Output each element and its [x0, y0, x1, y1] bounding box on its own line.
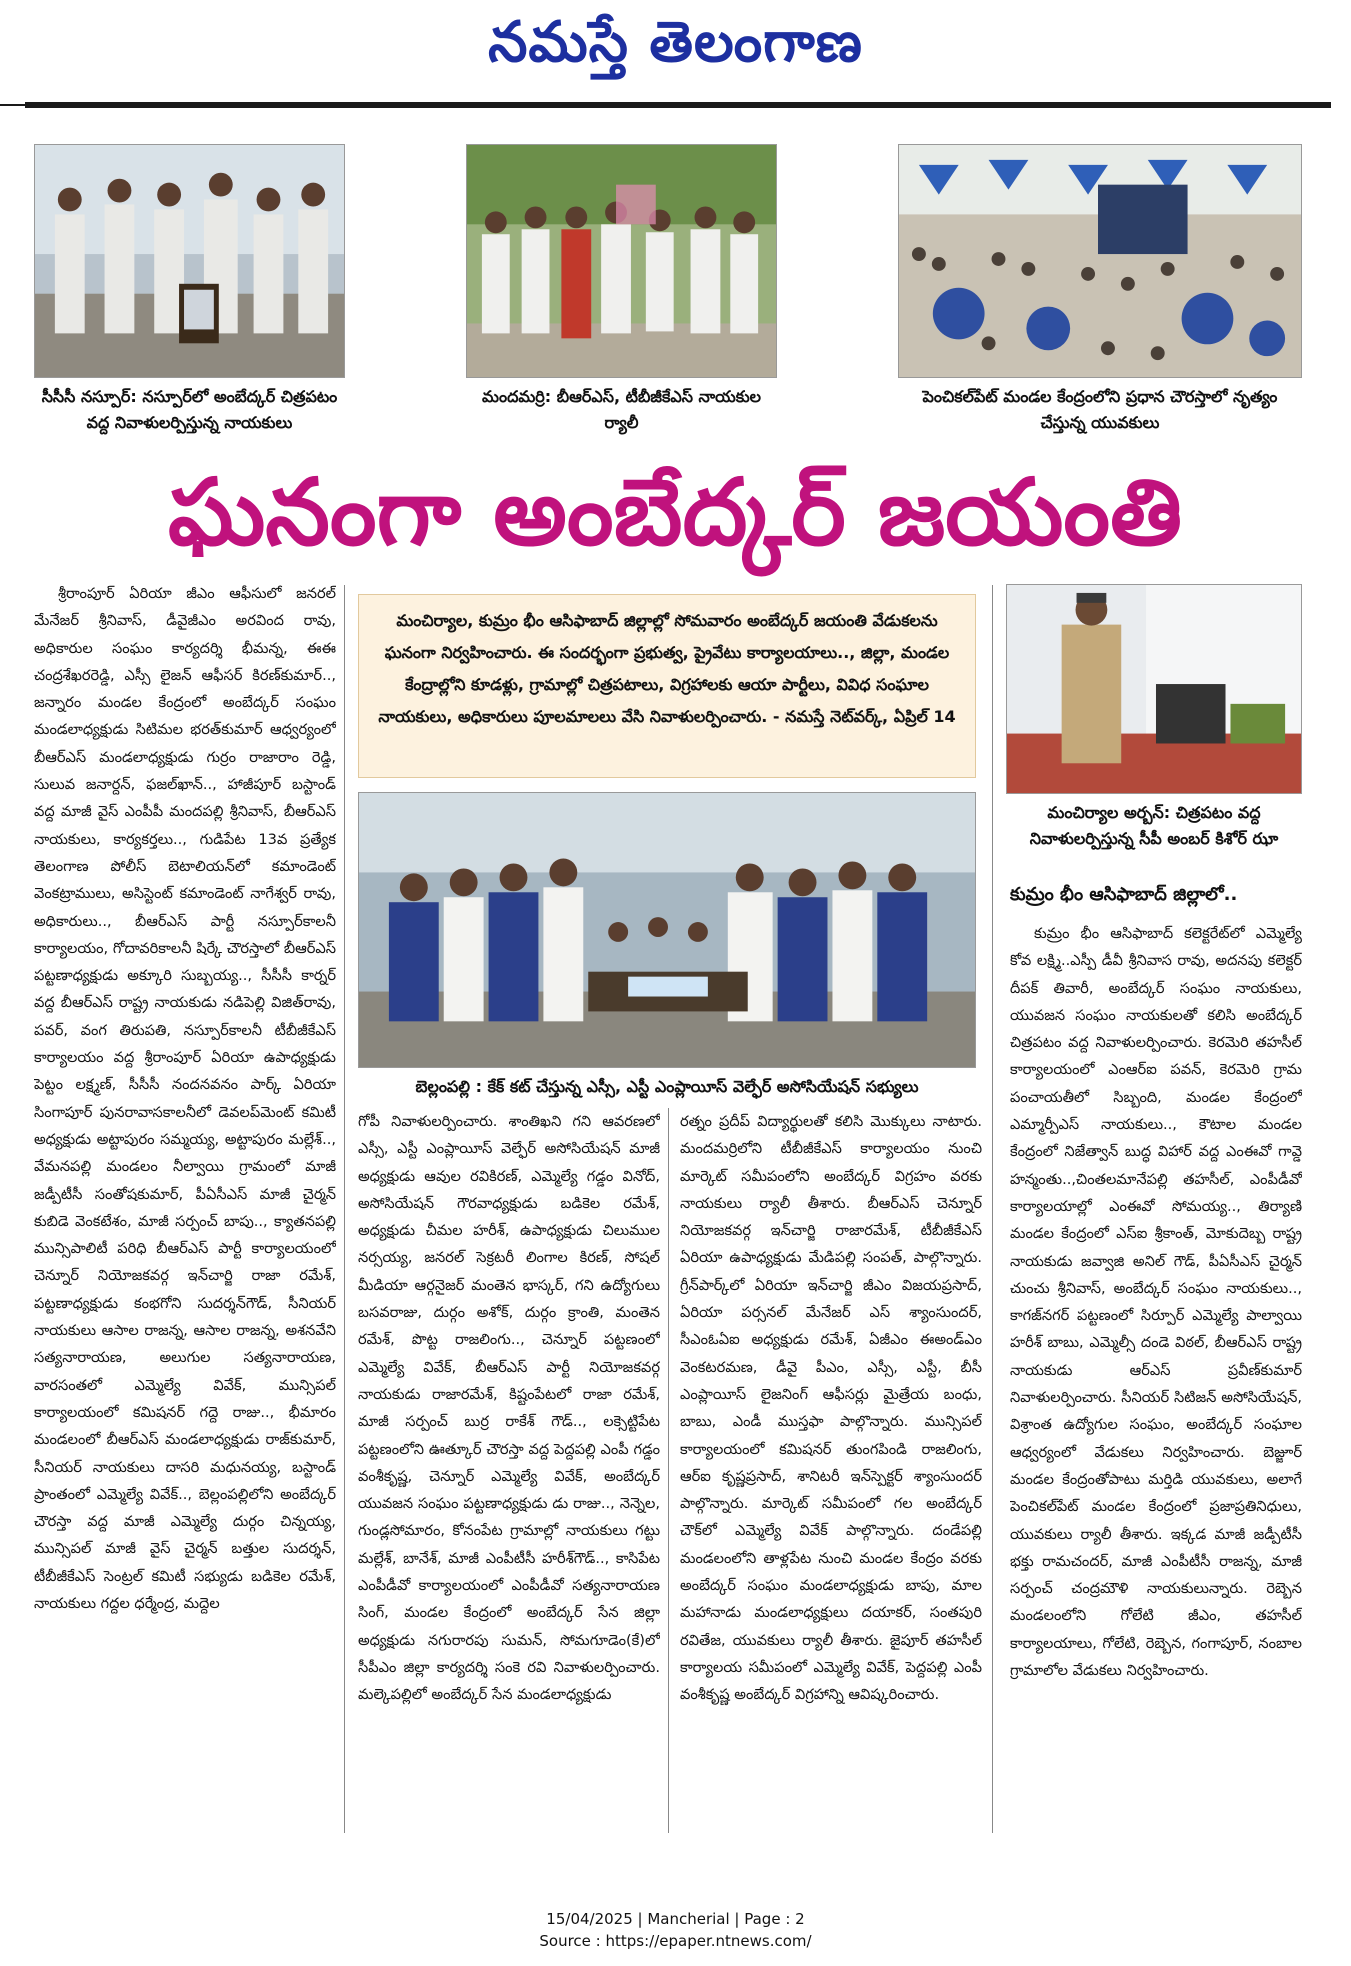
column-divider: [992, 585, 993, 1833]
photo-bellampalli-cake-cut: [358, 792, 976, 1068]
photo-cp-tribute: [1006, 584, 1302, 794]
column-divider: [668, 1108, 669, 1833]
article-column-1: [34, 580, 336, 1838]
article-text: రత్నం ప్రదీప్‌ విద్యార్థులతో కలిసి మొక్కులు నాటారు. మందమర్రిలోని టీబీజీకేఎస్‌ కార్యాలయం నుంచి మార్కెట్‌ సమీపంలోని అంబేద్కర్‌ విగ్రహం వరకు నాయకులు ర్యాలీ తీశారు. బీఆర్‌ఎస్‌ చెన్నూర్‌ నియోజకవర్గ ఇన్‌చార్జి రాజారమేశ్‌, టీబీజీకేఎస్‌ ఏరియా ఉపాధ్యక్షుడు మేడిపల్లి సంపత్‌, పాల్గొన్నారు. గ్రీన్‌పార్క్‌లో ఏరియా ఇన్‌చార్జి జీఎం విజయప్రసాద్‌, ఏరియా పర్సనల్‌ మేనేజర్‌ ఎస్‌ శ్యాంసుందర్‌, సీఎంఓఏఐ అధ్యక్షుడు రమేశ్‌, ఏజీఎం ఈఅండ్‌ఎం వెంకటరమణ, డీవై పీఎం, ఎస్సీ, ఎస్టీ, బీసీ ఎంప్లాయీస్‌ లైజనింగ్‌ ఆఫీసర్లు మైత్రేయ బంధు, బాబు, ఎండీ ముస్తఫా పాల్గొన్నారు. మున్సిపల్‌ కార్యాలయంలో కమిషనర్‌ తుంగపిండి రాజలింగు, ఆర్‌ఐ కృష్ణప్రసాద్‌, శానిటరీ ఇన్‌స్పెక్టర్‌ శ్యాంసుందర్‌ పాల్గొన్నారు. మార్కెట్‌ సమీపంలో గల అంబేద్కర్‌ చౌక్‌లో ఎమ్మెల్యే వివేక్‌ పాల్గొన్నారు. దండేపల్లి మండలంలోని తాళ్లపేట నుంచి మండల కేంద్రం వరకు అంబేద్కర్‌ సంఘం మండలాధ్యక్షుడు బాపు, మాల మహానాడు మండలాధ్యక్షులు దయాకర్‌, సంతపురి రవితేజ, యువకులు ర్యాలీ తీశారు. జైపూర్‌ తహసీల్‌ కార్యాలయ సమీపంలో ఎమ్మెల్యే వివేక్‌, పెద్దపల్లి ఎంపీ వంశీకృష్ణ అంబేద్కర్‌ విగ్రహాన్ని ఆవిష్కరించారు.: [680, 1113, 982, 1704]
section-subhead: కుమ్రం భీం ఆసిఫాబాద్‌ జిల్లాలో..: [1010, 884, 1238, 905]
photo-nasspur-tribute: [34, 144, 345, 378]
article-text: గోపీ నివాళులర్పించారు. శాంతిఖని గని ఆవరణలో ఎస్సీ, ఎస్టీ ఎంప్లాయీస్‌ వెల్ఫేర్‌ అసోసియేషన్‌ మాజీ అధ్యక్షుడు ఆవుల రవికిరణ్‌, ఎమ్మెల్యే గడ్డం వినోద్‌, అసోసియేషన్‌ గౌరవాధ్యక్షుడు బడికెల రమేశ్‌, అధ్యక్షుడు చీమల హరీశ్‌, ఉపాధ్యక్షుడు చిలుముల నర్సయ్య, జనరల్‌ సెక్రటరీ లింగాల కిరణ్‌, సోషల్‌ మీడియా ఆర్గనైజర్‌ మంతెన భాస్కర్‌, గని ఉద్యోగులు బసవరాజు, దుర్గం అశోక్‌, దుర్గం క్రాంతి, మంతెన రమేశ్‌, పొట్ట రాజలింగు.., చెన్నూర్‌ పట్టణంలో ఎమ్మెల్యే వివేక్‌, బీఆర్‌ఎస్‌ పార్టీ నియోజకవర్గ నాయకుడు రాజారమేశ్‌, కిష్టంపేటలో రాజా రమేశ్‌, మాజీ సర్పంచ్‌ బుర్ర రాకేశ్‌ గౌడ్‌.., లక్సెట్టిపేట పట్టణంలోని ఊత్కూర్‌ చౌరస్తా వద్ద పెద్దపల్లి ఎంపీ గడ్డం వంశీకృష్ణ, చెన్నూర్‌ ఎమ్మెల్యే వివేక్‌, అంబేద్కర్‌ యువజన సంఘం పట్టణాధ్యక్షుడు డు రాజు.., నెన్నెల, గుండ్లసోమారం, కోనంపేట గ్రామాల్లో నాయకులు గట్టు మల్లేశ్‌, బానేశ్‌, మాజీ ఎంపీటీసీ హరీశ్‌గౌడ్‌.., కాసిపేట ఎంపీడీవో కార్యాలయంలో ఎంపీడీవో సత్యనారాయణ సింగ్‌, మండల కేంద్రంలో అంబేద్కర్‌ సేన జిల్లా అధ్యక్షుడు నగురారపు సుమన్‌, సోమగూడెం(కే)లో సీపీఎం జిల్లా కార్యదర్శి సంకె రవి నివాళులర్పించారు. మల్కెపల్లిలో అంబేద్కర్‌ సేన మండలాధ్యక్షుడు: [358, 1113, 660, 1704]
photo-caption: పెంచికల్‌పేట్‌ మండల కేంద్రంలోని ప్రధాన చౌరస్తాలో నృత్యం చేస్తున్న యువకులు: [922, 387, 1278, 432]
photo-mandamarri-rally: [466, 144, 777, 378]
photo-caption: మందమర్రి: బీఆర్‌ఎస్‌, టీబీజీకేఎస్‌ నాయకుల ర్యాలీ: [482, 387, 761, 432]
article-column-3: [680, 1108, 982, 1838]
intro-box: మంచిర్యాల, కుమ్రం భీం ఆసిఫాబాద్‌ జిల్లాల్లో సోమవారం అంబేద్కర్‌ జయంతి వేడుకలను ఘనంగా నిర్వహించారు. ఈ సందర్భంగా ప్రభుత్వ, ప్రైవేటు కార్యాలయాలు.., జిల్లా, మండల కేంద్రాల్లోని కూడళ్లు, గ్రామాల్లో చిత్రపటాలు, విగ్రహాలకు ఆయా పార్టీలు, వివిధ సంఘాల నాయకులు, అధికారులు పూలమాలలు వేసి నివాళులర్పించారు. - నమస్తే నెట్‌వర్క్‌, ఏప్రిల్‌ 14: [358, 594, 976, 778]
article-text: శ్రీరాంపూర్‌ ఏరియా జీఎం ఆఫీసులో జనరల్‌ మేనేజర్‌ శ్రీనివాస్‌, డీవైజీఎం అరవింద రావు, అధికారుల సంఘం కార్యదర్శి భీమన్న, ఈఈ చంద్రశేఖరరెడ్డి, ఎస్సీ లైజన్‌ ఆఫీసర్‌ కిరణ్‌కుమార్‌.., జన్నారం మండల కేంద్రంలో అంబేద్కర్‌ సంఘం మండలాధ్యక్షుడు సిటిమల భరత్‌కుమార్‌ ఆధ్వర్యంలో బీఆర్‌ఎస్‌ మండలాధ్యక్షుడు గుర్రం రాజారాం రెడ్డి, సులువ జనార్దన్‌, ఫజల్‌ఖాన్‌.., హాజీపూర్‌ బస్టాండ్‌ వద్ద మాజీ వైస్‌ ఎంపీపీ మందపల్లి శ్రీనివాస్‌, బీఆర్‌ఎస్‌ నాయకులు, కార్యకర్తలు.., గుడిపేట 13వ ప్రత్యేక తెలంగాణ పోలీస్‌ బెటాలియన్‌లో కమాండెంట్‌ వెంకట్రాములు, అసిస్టెంట్‌ కమాండెంట్‌ నాగేశ్వర్‌ రావు, అధికారులు.., బీఆర్‌ఎస్‌ పార్టీ నస్పూర్‌కాలనీ కార్యాలయం, గోదావరికాలనీ షిర్కే చౌరస్తాలో బీఆర్‌ఎస్‌ పట్టణాధ్యక్షుడు అక్కూరి సుబ్బయ్య.., సీసీసీ కార్నర్‌ వద్ద బీఆర్‌ఎస్‌ రాష్ట్ర నాయకుడు నడిపెల్లి విజిత్‌రావు, పవర్‌, వంగ తిరుపతి, నస్పూర్‌కాలనీ టీబీజీకేఎస్‌ కార్యాలయం వద్ద శ్రీరాంపూర్‌ ఏరియా ఉపాధ్యక్షుడు పెట్టం లక్ష్మణ్‌, సీసీసీ నందనవనం పార్క్‌ ఏరియా సింగాపూర్‌ పునరావాసకాలనీలో డెవలప్‌మెంట్‌ కమిటీ అధ్యక్షుడు అట్టాపురం సమ్మయ్య, అట్టాపురం మల్లేశ్‌.., వేమనపల్లి మండలం నీల్వాయి గ్రామంలో మాజీ జడ్పీటీసీ సంతోషకుమార్‌, పీఏసీఎస్‌ మాజీ చైర్మన్‌ కుబిడె వెంకటేశం, మాజీ సర్పంచ్‌ బాపు.., క్యాతనపల్లి మున్సిపాలిటీ పరిధి బీఆర్‌ఎస్‌ పార్టీ కార్యాలయంలో చెన్నూర్‌ నియోజకవర్గ ఇన్‌చార్జి రాజా రమేశ్‌, పట్టణాధ్యక్షుడు కంభగోని సుదర్శన్‌గౌడ్‌, సీనియర్‌ నాయకులు ఆసాల రాజన్న, ఆసాల రాజన్న, అశనవేని సత్యనారాయణ, అలుగుల సత్యనారాయణ, వారసంతలో ఎమ్మెల్యే వివేక్‌, మున్సిపల్‌ కార్యాలయంలో కమిషనర్‌ గద్దె రాజు.., భీమారం మండలంలో బీఆర్‌ఎస్‌ మండలాధ్యక్షుడు రాజ్‌కుమార్‌, సీనియర్‌ నాయకులు దాసరి మధునయ్య, బస్టాండ్‌ ప్రాంతంలో ఎమ్మెల్యే వివేక్‌.., బెల్లంపల్లిలోని అంబేద్కర్‌ చౌరస్తా వద్ద మాజీ ఎమ్మెల్యే దుర్గం చిన్నయ్య, మున్సిపల్‌ మాజీ వైస్‌ చైర్మన్‌ బత్తుల సుదర్శన్‌, టీబీజీకేఎస్‌ సెంట్రల్‌ కమిటీ సభ్యుడు బడికెల రమేశ్‌, నాయకులు గద్దల ధర్మేంద్ర, మద్దెల: [34, 585, 336, 1612]
article-column-2: [358, 1108, 660, 1838]
masthead-rule: [25, 102, 1331, 108]
column-divider: [344, 585, 345, 1833]
masthead-rule-left: [0, 104, 25, 106]
photo-caption: మంచిర్యాల అర్బన్‌: చిత్రపటం వద్ద నివాళులర్పిస్తున్న సీపీ అంబర్‌ కిశోర్‌ ఝా: [1029, 803, 1279, 848]
headline: ఘనంగా అంబేద్కర్‌ జయంతి: [167, 459, 1183, 566]
article-column-4: [1010, 920, 1302, 1838]
masthead: [0, 0, 1351, 100]
article-text: కుమ్రం భీం ఆసిఫాబాద్‌ కలెక్టరేట్‌లో ఎమ్మెల్యే కోవ లక్ష్మి..ఎస్పీ డీవీ శ్రీనివాస రావు, అదనపు కలెక్టర్‌ దీపక్‌ తివారీ, అంబేద్కర్‌ సంఘం నాయకులు, యువజన సంఘం నాయకులతో కలిసి అంబేద్కర్‌ చిత్రపటం వద్ద నివాళులర్పించారు. కెరమెరి తహసీల్‌ కార్యాలయంలో ఎంఆర్‌ఐ పవన్‌, కెరమెరి గ్రామ పంచాయతీలో సిబ్బంది, మండల కేంద్రంలో ఎమ్మార్పీఎస్‌ నాయకులు.., కౌటాల మండల కేంద్రంలో నిజేత్వాన్‌ బుద్ధ విహార్‌ వద్ద ఎంఈవో గావ్డె హన్మంతు..,చింతలమానేపల్లి తహసీల్‌, ఎంపీడీవో కార్యాలయాల్లో ఎంఈవో సోమయ్య.., తిర్యాణి మండల కేంద్రంలో ఎస్‌ఐ శ్రీకాంత్‌, మోకుదెబ్బ రాష్ట్ర నాయకుడు జవ్వాజి అనిల్‌ గౌడ్‌, పీఏసీఎస్‌ చైర్మన్‌ చుంచు శ్రీనివాస్‌, అంబేద్కర్‌ సంఘం నాయకులు.., కాగజ్‌నగర్‌ పట్టణంలో సిర్పూర్‌ ఎమ్మెల్యే పాల్వాయి హరీశ్‌ బాబు, ఎమ్మెల్సీ దండె విఠల్‌, బీఆర్‌ఎస్‌ రాష్ట్ర నాయకుడు ఆర్‌ఎస్‌ ప్రవీణ్‌కుమార్‌ నివాళులర్పించారు. సీనియర్‌ సిటిజన్‌ అసోసియేషన్‌, విశ్రాంత ఉద్యోగుల సంఘం, అంబేద్కర్‌ సంఘాల ఆధ్వర్యంలో వేడుకలు నిర్వహించారు. బెజ్జూర్‌ మండల కేంద్రంతోపాటు మర్తిడి యువకులు, అలాగే పెంచికల్‌పేట్‌ మండల కేంద్రంలో ప్రజాప్రతినిధులు, యువకులు ర్యాలీ తీశారు. ఇక్కడ మాజీ జడ్పీటీసీ భక్తు రామచందర్‌, మాజీ ఎంపీటీసీ రాజన్న, మాజీ సర్పంచ్‌ చంద్రమౌళి నాయకులున్నారు. రెబ్బెన మండలంలోని గోలేటి జీఎం, తహసీల్‌ కార్యాలయాలు, గోలేటి, రెబ్బెన, గంగాపూర్‌, నంబాల గ్రామాలోల వేడుకలు నిర్వహించారు.: [1010, 925, 1302, 1680]
footer-date-page: 15/04/2025 | Mancherial | Page : 2: [546, 1910, 805, 1928]
photo-caption: సీసీసీ నస్పూర్‌: నస్పూర్‌లో అంబేద్కర్‌ చిత్రపటం వద్ద నివాళులర్పిస్తున్న నాయకులు: [41, 387, 338, 432]
footer-source: Source : https://epaper.ntnews.com/: [539, 1932, 812, 1950]
photo-caption: బెల్లంపల్లి : కేక్‌ కట్‌ చేస్తున్న ఎస్సీ, ఎస్టీ ఎంప్లాయీస్‌ వెల్ఫేర్‌ అసోసియేషన్‌ సభ్యులు: [415, 1077, 919, 1096]
newspaper-logo: నమస్తే తెలంగాణ: [488, 10, 863, 75]
photo-penchikalpet-dance: [898, 144, 1302, 378]
